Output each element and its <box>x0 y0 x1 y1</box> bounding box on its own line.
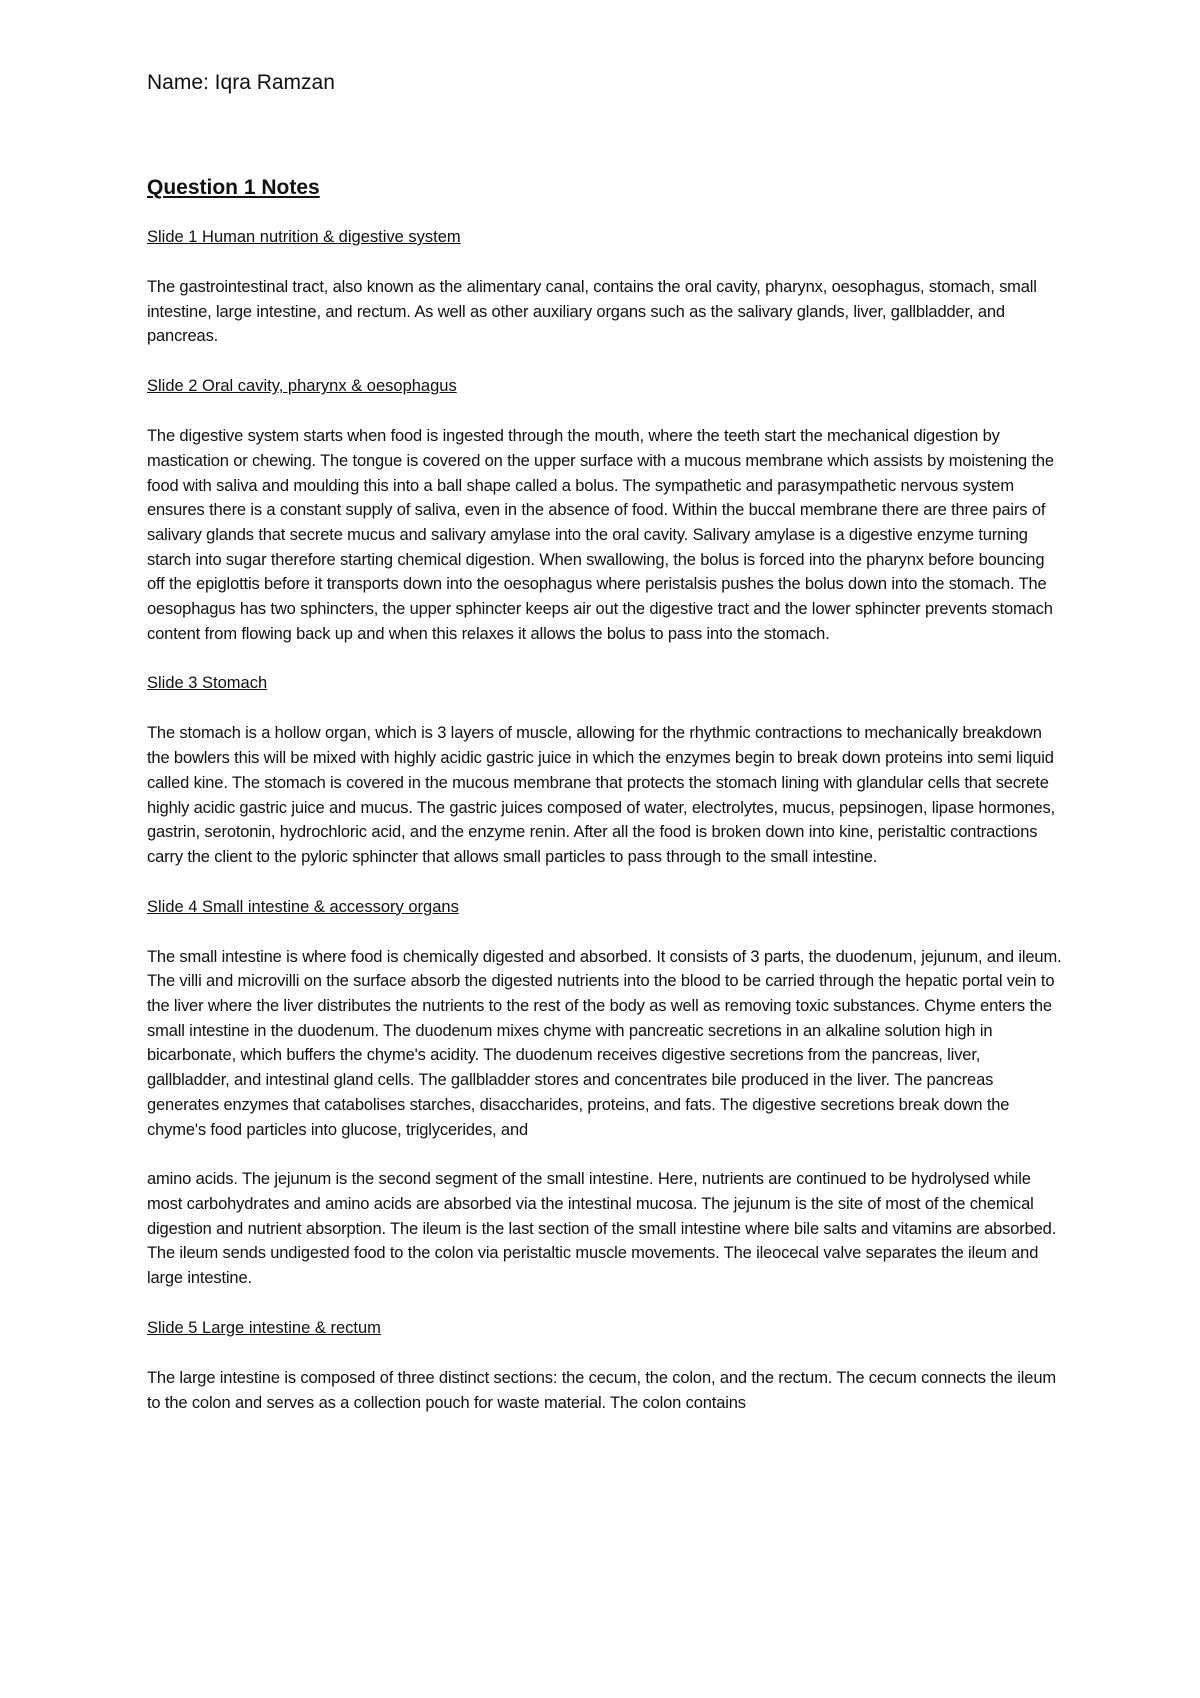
section-heading-slide-4: Slide 4 Small intestine & accessory organs <box>147 897 459 916</box>
section-paragraph: The large intestine is composed of three distinct sections: the cecum, the colon, and the rectum. The cecum connects the ileum to the colon and serves as a collection pouch for waste material. The colon contains <box>147 1368 1056 1412</box>
section-paragraph: The digestive system starts when food is ingested through the mouth, where the teeth start the mechanical digestion by mastication or chewing. The tongue is covered on the upper surface with a mucous membrane which assists by moistening the food with saliva and moulding this into a ball shape called a bolus. The sympathetic and parasympathetic nervous system ensures there is a constant supply of saliva, even in the absence of food. Within the buccal membrane there are three pairs of salivary glands that secrete mucus and salivary amylase into the oral cavity. Salivary amylase is a digestive enzyme turning starch into sugar therefore starting chemical digestion. When swallowing, the bolus is forced into the pharynx before bouncing off the epiglottis before it transports down into the oesophagus where peristalsis pushes the bolus down into the stomach. The oesophagus has two sphincters, the upper sphincter keeps air out the digestive tract and the lower sphincter prevents stomach content from flowing back up and when this relaxes it allows the bolus to pass into the stomach. <box>147 427 1054 643</box>
document-title: Question 1 Notes <box>147 176 320 199</box>
document-body <box>147 70 1062 1440</box>
author-name: Name: Iqra Ramzan <box>147 71 335 94</box>
section-heading-slide-1: Slide 1 Human nutrition & digestive system <box>147 228 461 246</box>
section-paragraph: amino acids. The jejunum is the second segment of the small intestine. Here, nutrients are continued to be hydrolysed while most carbohydrates and amino acids are absorbed via the intestinal mucosa. The jejunum is the site of most of the chemical digestion and nutrient absorption. The ileum is the last section of the small intestine where bile salts and vitamins are absorbed. The ileum sends undigested food to the colon via peristaltic muscle movements. The ileocecal valve separates the ileum and large intestine. <box>147 1170 1057 1288</box>
section-heading-slide-5: Slide 5 Large intestine & rectum <box>147 1318 381 1337</box>
section-paragraph: The small intestine is where food is chemically digested and absorbed. It consists of 3 parts, the duodenum, jejunum, and ileum. The villi and microvilli on the surface absorb the digested nutrients into the blood to be carried through the hepatic portal vein to the liver where the liver distributes the nutrients to the rest of the body as well as removing toxic substances. Chyme enters the small intestine in the duodenum. The duodenum mixes chyme with pancreatic secretions in an alkaline solution high in bicarbonate, which buffers the chyme's acidity. The duodenum receives digestive secretions from the pancreas, liver, gallbladder, and intestinal gland cells. The gallbladder stores and concentrates bile produced in the liver. The pancreas generates enzymes that catabolises starches, disaccharides, proteins, and fats. The digestive secretions break down the chyme's food particles into glucose, triglycerides, and <box>147 947 1062 1139</box>
section-paragraph: The gastrointestinal tract, also known as the alimentary canal, contains the oral cavity, pharynx, oesophagus, stomach, small intestine, large intestine, and rectum. As well as other auxiliary organs such as the salivary glands, liver, gallbladder, and pancreas. <box>147 278 1037 346</box>
section-paragraph: The stomach is a hollow organ, which is 3 layers of muscle, allowing for the rhythmic contractions to mechanically breakdown the bowlers this will be mixed with highly acidic gastric juice in which the enzymes begin to break down proteins into semi liquid called kine. The stomach is covered in the mucous membrane that protects the stomach lining with glandular cells that secrete highly acidic gastric juice and mucus. The gastric juices composed of water, electrolytes, mucus, pepsinogen, lipase hormones, gastrin, serotonin, hydrochloric acid, and the enzyme renin. After all the food is broken down into kine, peristaltic contractions carry the client to the pyloric sphincter that allows small particles to pass through to the small intestine. <box>147 724 1056 866</box>
section-heading-slide-2: Slide 2 Oral cavity, pharynx & oesophagus <box>147 377 457 396</box>
section-heading-slide-3: Slide 3 Stomach <box>147 674 268 693</box>
